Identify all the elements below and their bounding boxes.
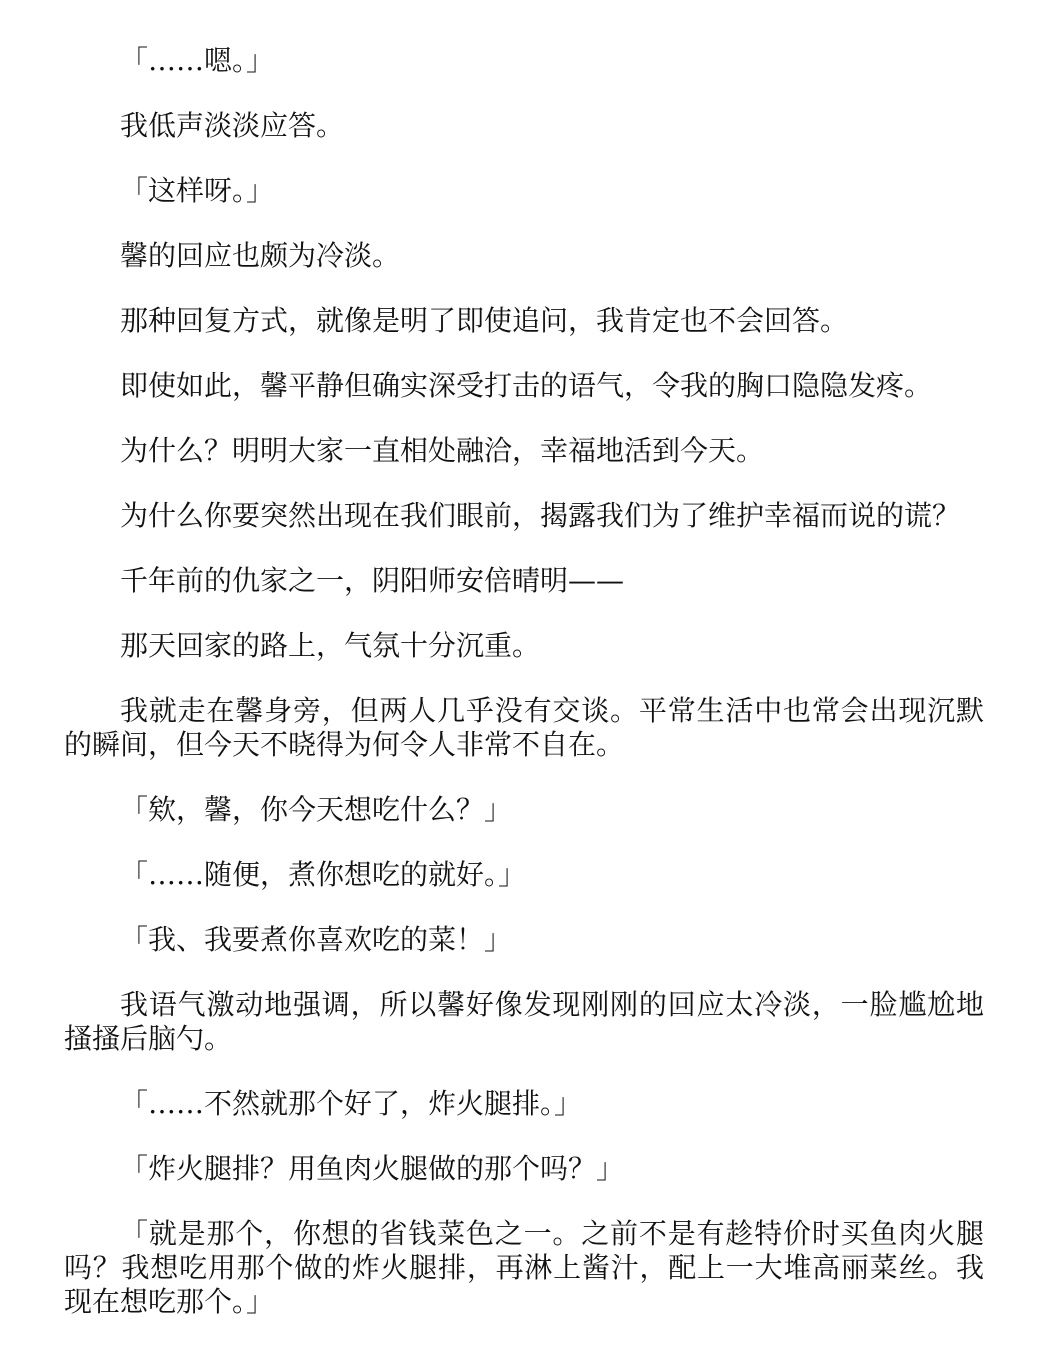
paragraph: 「这样呀。」 (120, 174, 275, 207)
paragraph: 「炸火腿排？用鱼肉火腿做的那个吗？」 (120, 1152, 625, 1185)
paragraph: 我低声淡淡应答。 (120, 109, 345, 142)
paragraph: 「我、我要煮你喜欢吃的菜！」 (120, 923, 513, 956)
paragraph: 我语气激动地强调，所以馨好像发现刚刚的回应太冷淡，一脸尴尬地搔搔后脑勺。 (64, 988, 984, 1055)
paragraph: 为什么？明明大家一直相处融洽，幸福地活到今天。 (120, 434, 765, 467)
novel-page (64, 44, 984, 1350)
paragraph: 那天回家的路上，气氛十分沉重。 (120, 629, 541, 662)
paragraph: 「就是那个，你想的省钱菜色之一。之前不是有趁特价时买鱼肉火腿吗？我想吃用那个做的炸火腿排，再淋上酱汁，配上一大堆高丽菜丝。我现在想吃那个。」 (64, 1217, 984, 1318)
paragraph: 那种回复方式，就像是明了即使追问，我肯定也不会回答。 (120, 304, 849, 337)
paragraph: 我就走在馨身旁，但两人几乎没有交谈。平常生活中也常会出现沉默的瞬间，但今天不晓得为何令人非常不自在。 (64, 694, 984, 761)
paragraph: 「……嗯。」 (120, 44, 275, 77)
paragraph: 即使如此，馨平静但确实深受打击的语气，令我的胸口隐隐发疼。 (120, 369, 933, 402)
paragraph: 「……随便，煮你想吃的就好。」 (120, 858, 527, 891)
paragraph: 馨的回应也颇为冷淡。 (120, 239, 401, 272)
paragraph: 「欸，馨，你今天想吃什么？」 (120, 793, 513, 826)
paragraph: 千年前的仇家之一，阴阳师安倍晴明—— (120, 564, 625, 597)
paragraph: 「……不然就那个好了，炸火腿排。」 (120, 1087, 583, 1120)
paragraph: 为什么你要突然出现在我们眼前，揭露我们为了维护幸福而说的谎？ (120, 499, 961, 532)
